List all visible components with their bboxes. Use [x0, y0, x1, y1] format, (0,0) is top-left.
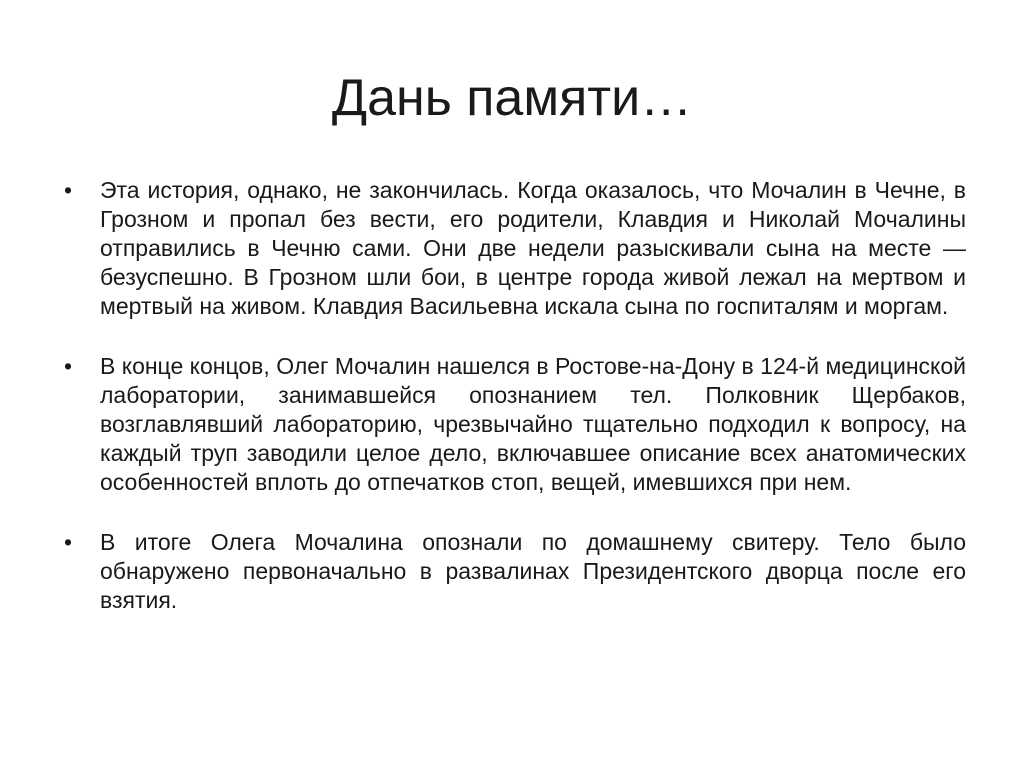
bullet-text: В итоге Олега Мочалина опознали по домашнему свитеру. Тело было обнаружено первоначально в развалинах Президентского дворца после его взятия.: [100, 529, 966, 613]
bullet-text: В конце концов, Олег Мочалин нашелся в Ростове-на-Дону в 124-й медицинской лаборатории, занимавшейся опознанием тел. Полковник Щербаков, возглавлявший лабораторию, чрезвычайно тщательно подходил к вопросу, на каждый труп заводили целое дело, включавшее описание всех анатомических особенностей вплоть до отпечатков стоп, вещей, имевшихся при нем.: [100, 353, 966, 495]
bullet-dot-icon: •: [63, 177, 73, 203]
slide-title: Дань памяти…: [331, 69, 693, 127]
bullet-list: [58, 176, 966, 646]
bullet-dot-icon: •: [63, 529, 73, 555]
bullet-dot-icon: •: [63, 353, 73, 379]
bullet-text: Эта история, однако, не закончилась. Когда оказалось, что Мочалин в Чечне, в Грозном и пропал без вести, его родители, Клавдия и Николай Мочалины отправились в Чечню сами. Они две недели разыскивали сына на месте — безуспешно. В Грозном шли бои, в центре города живой лежал на мертвом и мертвый на живом. Клавдия Васильевна искала сына по госпиталям и моргам.: [100, 177, 966, 319]
bullet-item: [58, 352, 966, 497]
bullet-item: [58, 176, 966, 321]
bullet-item: [58, 528, 966, 615]
